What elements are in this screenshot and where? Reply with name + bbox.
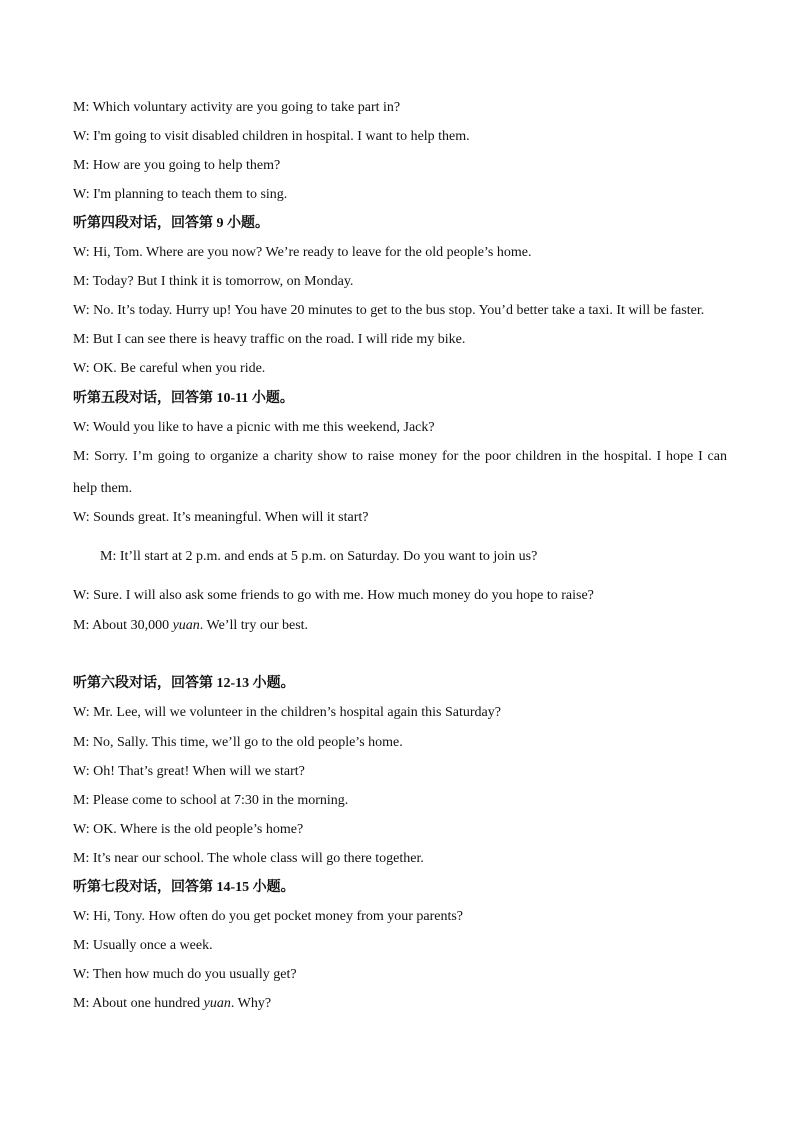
section-heading: 听第七段对话，回答第 14-15 小题。	[73, 880, 295, 895]
dialogue-line	[73, 995, 271, 1013]
dialogue-line: M: Usually once a week.	[73, 938, 213, 953]
italic-word: yuan	[203, 996, 231, 1011]
dialogue-line: W: Sure. I will also ask some friends to go with me. How much money do you hope to raise?	[73, 588, 594, 603]
dialogue-line: W: Hi, Tom. Where are you now? We’re ready to leave for the old people’s home.	[73, 245, 532, 260]
dialogue-line: M: Which voluntary activity are you going to take part in?	[73, 100, 401, 115]
dialogue-line: W: Mr. Lee, will we volunteer in the children’s hospital again this Saturday?	[73, 705, 501, 720]
italic-word: yuan	[172, 618, 200, 633]
dialogue-line: W: I'm planning to teach them to sing.	[73, 187, 288, 202]
dialogue-line: M: Today? But I think it is tomorrow, on Monday.	[73, 274, 354, 289]
section-heading: 听第四段对话，回答第 9 小题。	[73, 216, 269, 231]
dialogue-line: W: Would you like to have a picnic with me this weekend, Jack?	[73, 420, 435, 435]
dialogue-line: M: It’s near our school. The whole class will go there together.	[73, 851, 424, 866]
dialogue-line: W: Then how much do you usually get?	[73, 967, 297, 982]
dialogue-line: W: Oh! That’s great! When will we start?	[73, 764, 305, 779]
dialogue-text: M: About one hundred	[73, 996, 204, 1011]
dialogue-line: M: Sorry. I’m going to organize a charity show to raise money for the poor children in the hospital. I hope I can	[73, 449, 727, 464]
dialogue-line: W: No. It’s today. Hurry up! You have 20 minutes to get to the bus stop. You’d better take a taxi. It will be faster.	[73, 303, 705, 318]
dialogue-line: W: Sounds great. It’s meaningful. When will it start?	[73, 510, 369, 525]
section-heading: 听第六段对话，回答第 12-13 小题。	[73, 676, 295, 691]
dialogue-line-continuation: help them.	[73, 481, 133, 496]
dialogue-line: M: It’ll start at 2 p.m. and ends at 5 p.m. on Saturday. Do you want to join us?	[100, 549, 538, 564]
dialogue-line: W: I'm going to visit disabled children in hospital. I want to help them.	[73, 129, 470, 144]
dialogue-line: M: How are you going to help them?	[73, 158, 281, 173]
dialogue-line: M: But I can see there is heavy traffic on the road. I will ride my bike.	[73, 332, 466, 347]
section-heading: 听第五段对话，回答第 10-11 小题。	[73, 391, 294, 406]
dialogue-line: W: Hi, Tony. How often do you get pocket money from your parents?	[73, 909, 464, 924]
dialogue-text: M: About 30,000	[73, 618, 173, 633]
dialogue-line: M: No, Sally. This time, we’ll go to the old people’s home.	[73, 735, 403, 750]
dialogue-line: W: OK. Be careful when you ride.	[73, 361, 266, 376]
dialogue-line: M: Please come to school at 7:30 in the morning.	[73, 793, 349, 808]
dialogue-line: W: OK. Where is the old people’s home?	[73, 822, 304, 837]
dialogue-line	[73, 617, 308, 635]
dialogue-text: . We’ll try our best.	[199, 618, 309, 633]
dialogue-text: . Why?	[230, 996, 272, 1011]
